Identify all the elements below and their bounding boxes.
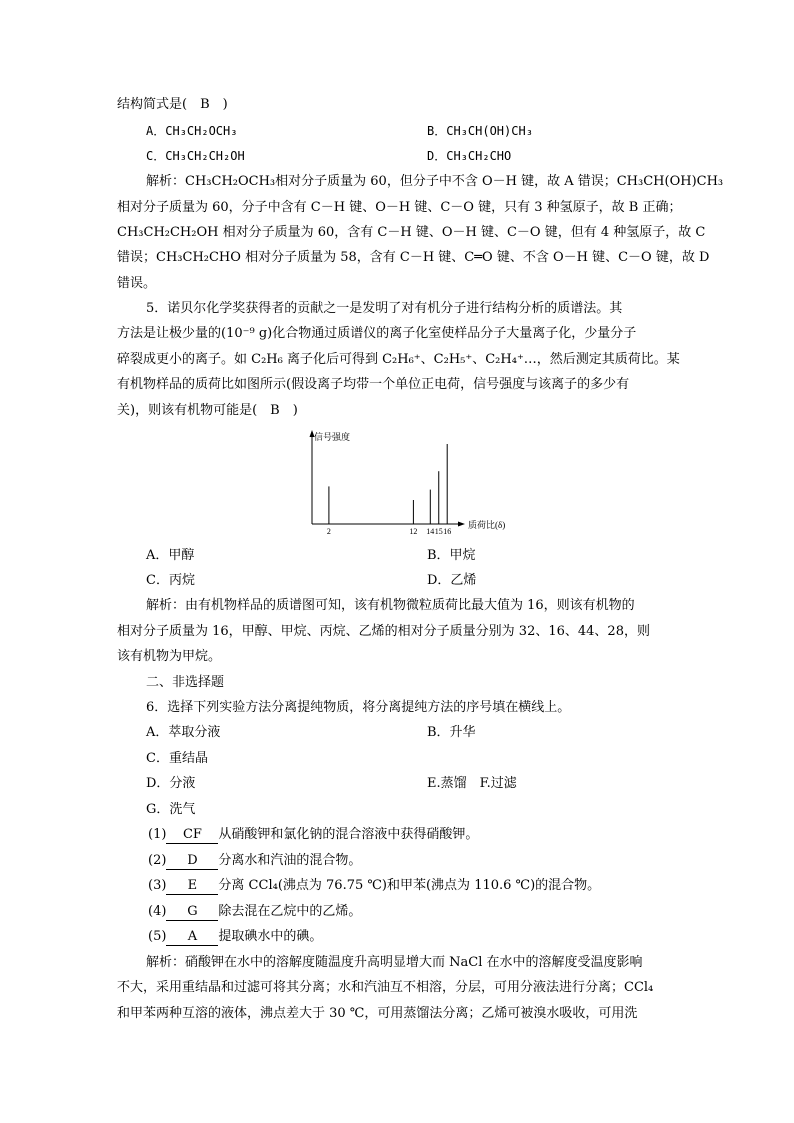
q5-stem-line: 方法是让极少量的(10⁻⁹ g)化合物通过质谱仪的离子化室使样品分子大量离子化，少量分子 — [117, 326, 637, 341]
y-axis-label: 信号强度 — [314, 432, 351, 442]
q6-analysis-line: 不大，采用重结晶和过滤可将其分离；水和汽油互不相溶，分层，可用分液法进行分离；CCl₄ — [117, 980, 654, 995]
item-text: 除去混在乙烷中的乙烯。 — [218, 904, 362, 919]
q4-stem-end: 结构简式是( B ) — [117, 97, 228, 112]
item-number: (1) — [148, 827, 167, 842]
q5-analysis-line: 相对分子质量为 16，甲醇、甲烷、丙烷、乙烯的相对分子质量分别为 32、16、44、28，则 — [117, 624, 650, 639]
q5-option-a: A．甲醇 — [146, 548, 195, 563]
q6-item — [148, 927, 322, 947]
answer-blank: G — [166, 904, 218, 921]
q5-stem-line: 有机物样品的质荷比如图所示(假设离子均带一个单位正电荷，信号强度与该离子的多少有 — [117, 377, 630, 392]
q6-option-d: D．分液 — [146, 776, 196, 791]
x-axis-arrow — [458, 522, 465, 527]
item-text: 分离水和汽油的混合物。 — [218, 853, 362, 868]
item-number: (4) — [148, 904, 167, 919]
q4-analysis-line: 错误；CH₃CH₂CHO 相对分子质量为 58，含有 C－H 键、C═O 键、不含 O－H 键、C－O 键，故 D — [117, 250, 710, 265]
q4-analysis-line: 解析：CH₃CH₂OCH₃相对分子质量为 60，但分子中不含 O－H 键，故 A 错误；CH₃CH(OH)CH₃ — [146, 174, 724, 189]
q6-analysis-line: 解析：硝酸钾在水中的溶解度随温度升高明显增大而 NaCl 在水中的溶解度受温度影响 — [146, 955, 643, 970]
q5-stem-line: 碎裂成更小的离子。如 C₂H₆ 离子化后可得到 C₂H₆⁺、C₂H₅⁺、C₂H₄⁺…，然后测定其质荷比。某 — [117, 352, 680, 367]
x-tick-label: 12 — [409, 527, 418, 536]
q4-analysis-line: 相对分子质量为 60，分子中含有 C－H 键、O－H 键、C－O 键，只有 3 种氢原子，故 B 正确； — [117, 200, 682, 215]
q6-option-c: C．重结晶 — [146, 751, 208, 766]
q5-stem-line: 关)，则该有机物可能是( B ) — [117, 403, 298, 418]
q6-item — [148, 876, 600, 896]
q4-option-c: C．CH₃CH₂CH₂OH — [146, 149, 245, 163]
q5-analysis-line: 该有机物为甲烷。 — [117, 649, 222, 664]
answer-blank: E — [166, 878, 218, 895]
q4-option-d: D．CH₃CH₂CHO — [427, 149, 512, 163]
q4-analysis-line: CH₃CH₂CH₂OH 相对分子质量为 60，含有 C－H 键、O－H 键、C－O 键，但有 4 种氢原子，故 C — [117, 225, 706, 240]
x-tick-label: 16 — [443, 527, 452, 536]
q4-option-b: B．CH₃CH(OH)CH₃ — [427, 124, 533, 138]
q5-option-b: B．甲烷 — [427, 548, 476, 563]
q6-option-g: G．洗气 — [146, 802, 196, 817]
x-tick-label: 15 — [434, 527, 443, 536]
q5-option-c: C．丙烷 — [146, 573, 195, 588]
q6-option-a: A．萃取分液 — [146, 725, 221, 740]
item-text: 提取碘水中的碘。 — [218, 929, 323, 944]
x-tick-label: 2 — [326, 527, 331, 536]
item-text: 从硝酸钾和氯化钠的混合溶液中获得硝酸钾。 — [218, 827, 479, 842]
q6-stem: 6．选择下列实验方法分离提纯物质，将分离提纯方法的序号填在横线上。 — [146, 700, 571, 715]
item-number: (5) — [148, 929, 167, 944]
q5-analysis-line: 解析：由有机物样品的质谱图可知，该有机物微粒质荷比最大值为 16，则该有机物的 — [146, 598, 635, 613]
section-title: 二、非选择题 — [146, 675, 225, 690]
answer-blank: D — [166, 853, 218, 870]
q6-option-b: B．升华 — [427, 725, 476, 740]
answer-blank: CF — [166, 827, 218, 844]
answer-blank: A — [166, 929, 218, 946]
x-axis-label: 质荷比(δ) — [468, 520, 506, 530]
q6-option-ef: E.蒸馏 F.过滤 — [427, 776, 517, 791]
q4-analysis-line: 错误。 — [117, 276, 157, 291]
item-text: 分离 CCl₄(沸点为 76.75 ℃)和甲苯(沸点为 110.6 ℃)的混合物。 — [218, 878, 601, 893]
q6-item — [148, 902, 361, 922]
item-number: (2) — [148, 853, 167, 868]
q4-option-a: A．CH₃CH₂OCH₃ — [146, 124, 238, 138]
q6-item — [148, 825, 478, 845]
item-number: (3) — [148, 878, 167, 893]
q5-stem-line: 5．诺贝尔化学奖获得者的贡献之一是发明了对有机分子进行结构分析的质谱法。其 — [146, 301, 623, 316]
q5-option-d: D．乙烯 — [427, 573, 477, 588]
x-tick-label: 14 — [426, 527, 435, 536]
mass-spectrum-chart — [300, 428, 520, 540]
q6-analysis-line: 和甲苯两种互溶的液体，沸点差大于 30 ℃，可用蒸馏法分离；乙烯可被溴水吸收，可用洗 — [117, 1006, 638, 1021]
q6-item — [148, 851, 361, 871]
